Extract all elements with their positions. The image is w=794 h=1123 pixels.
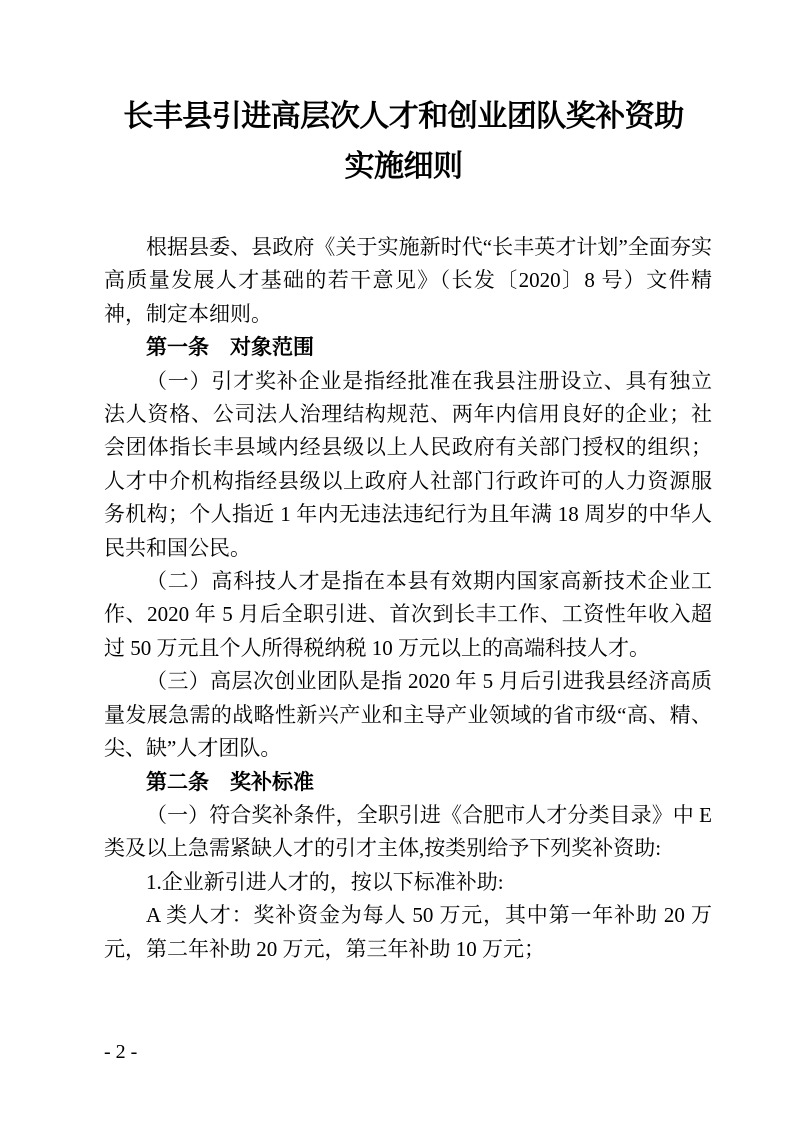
article-1-clause-3-paragraph: （三）高层次创业团队是指 2020 年 5 月后引进我县经济高质量发展急需的战略性新兴产业和主导产业领域的省市级“高、精、尖、缺”人才团队。 bbox=[104, 669, 712, 761]
article-1-clause-1-paragraph: （一）引才奖补企业是指经批准在我县注册设立、具有独立法人资格、公司法人治理结构规范、两年内信用良好的企业；社会团体指长丰县域内经县级以上人民政府有关部门授权的组织；人才中介机构指经县级以上政府人社部门行政许可的人力资源服务机构；个人指近 1 年内无违法违纪行为且年满 18 周岁的中华人民共和国公民。 bbox=[104, 368, 712, 560]
page-number: - 2 - bbox=[104, 1041, 138, 1063]
class-a-talent-paragraph: A 类人才：奖补资金为每人 50 万元，其中第一年补助 20 万元，第二年补助 20 万元，第三年补助 10 万元； bbox=[104, 903, 712, 961]
document-body bbox=[104, 231, 712, 966]
document-title-line-2: 实施细则 bbox=[344, 150, 463, 183]
intro-paragraph: 根据县委、县政府《关于实施新时代“长丰英才计划”全面夯实高质量发展人才基础的若干意见》（长发〔2020〕8 号）文件精神，制定本细则。 bbox=[104, 235, 712, 326]
article-2-item-1-paragraph: 1.企业新引进人才的，按以下标准补助: bbox=[146, 869, 504, 894]
document-title-line-1: 长丰县引进高层次人才和创业团队奖补资助 bbox=[123, 100, 684, 133]
article-1-heading: 第一条 对象范围 bbox=[146, 336, 314, 360]
article-2-clause-1-paragraph: （一）符合奖补条件，全职引进《合肥市人才分类目录》中 E 类及以上急需紧缺人才的引才主体,按类别给予下列奖补资助: bbox=[104, 802, 712, 861]
article-1-clause-2-paragraph: （二）高科技人才是指在本县有效期内国家高新技术企业工作、2020 年 5 月后全职引进、首次到长丰工作、工资性年收入超过 50 万元且个人所得税纳税 10 万元以上的高端科技人才。 bbox=[104, 569, 712, 660]
document-title bbox=[96, 92, 711, 192]
article-2-heading: 第二条 奖补标准 bbox=[146, 770, 314, 794]
